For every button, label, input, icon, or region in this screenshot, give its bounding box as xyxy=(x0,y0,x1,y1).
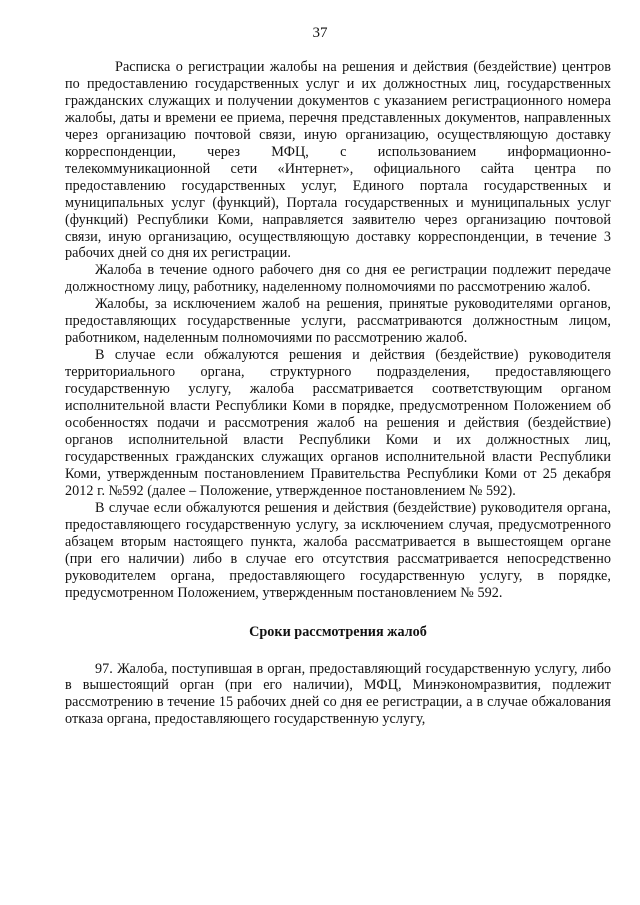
section-heading: Сроки рассмотрения жалоб xyxy=(249,623,427,640)
paragraph-review-by-official: Жалобы, за исключением жалоб на решения, принятые руководителями органов, предоставляющих государственные услуги, рассматриваются должностным лицом, работником, наделенным полномочиями по рассмотрению жалоб. xyxy=(65,296,611,347)
page-number: 37 xyxy=(312,25,328,41)
paragraph-receipt: Расписка о регистрации жалобы на решения и действия (бездействие) центров по предоставлению государственных услуг и их должностных лиц, государственных гражданских служащих и получении документов с указанием регистрационного номера жалобы, даты и времени ее приема, перечня представленных документов, направленных через организацию почтовой связи, иную организацию, осуществляющую доставку корреспонденции, через МФЦ, с использованием информационно-телекоммуникационной сети «Интернет», официального сайта центра по предоставлению государственных услуг, Единого портала государственных и муниципальных услуг (функций), Портала государственных и муниципальных услуг (функций) Республики Коми, направляется заявителю через организацию почтовой связи, иную организацию, осуществляющую доставку корреспонденции, в течение 3 рабочих дней со дня их регистрации. xyxy=(65,59,611,262)
paragraph-97: 97. Жалоба, поступившая в орган, предоставляющий государственную услугу, либо в вышестоящий орган (при его наличии), МФЦ, Минэкономразвития, подлежит рассмотрению в течение 15 рабочих дней со дня ее регистрации, а в случае обжалования отказа органа, предоставляющего государственную услугу, xyxy=(65,660,611,728)
paragraph-transfer: Жалоба в течение одного рабочего дня со дня ее регистрации подлежит передаче должностному лицу, работнику, наделенному полномочиями по рассмотрению жалоб. xyxy=(65,262,611,296)
paragraph-head-of-organ: В случае если обжалуются решения и действия (бездействие) руководителя органа, предоставляющего государственную услугу, за исключением случая, предусмотренного абзацем вторым настоящего пункта, жалоба рассматривается в вышестоящем органе (при его наличии) либо в случае его отсутствия рассматривается непосредственно руководителем органа, предоставляющего государственную услугу, в порядке, предусмотренном Положением, утвержденным постановлением № 592. xyxy=(65,499,611,601)
document-body xyxy=(65,59,611,728)
paragraph-territorial-organ: В случае если обжалуются решения и действия (бездействие) руководителя территориального органа, структурного подразделения, предоставляющего государственную услугу, жалоба рассматривается соответствующим органом исполнительной власти Республики Коми в порядке, предусмотренном Положением об особенностях подачи и рассмотрения жалоб на решения и действия (бездействие) органов исполнительной власти Республики Коми и их должностных лиц, государственных гражданских служащих органов исполнительной власти Республики Коми, утвержденным постановлением Правительства Республики Коми от 25 декабря 2012 г. №592 (далее – Положение, утвержденное постановлением № 592). xyxy=(65,347,611,499)
